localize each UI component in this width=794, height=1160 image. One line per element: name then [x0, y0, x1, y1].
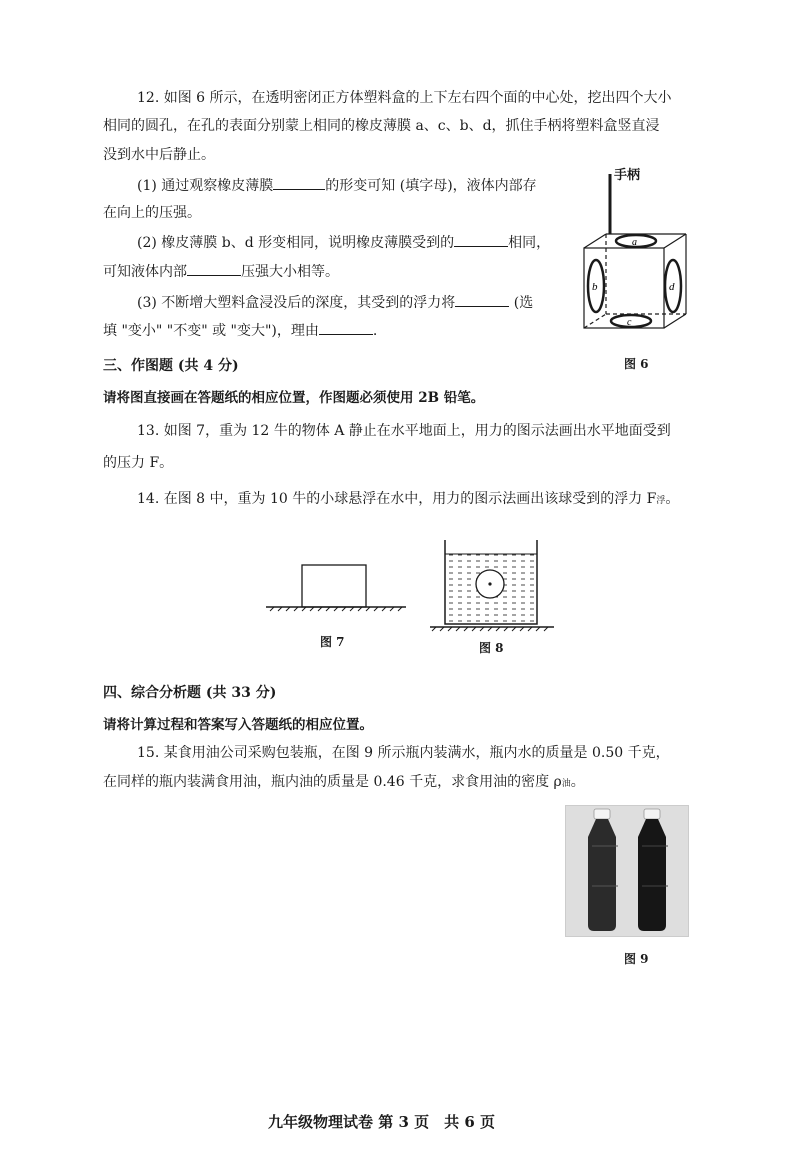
q12-part1-line2: 在向上的压强。: [103, 205, 201, 221]
figure-8-ball-in-water: [430, 540, 554, 632]
q12-part1-text-a: (1) 通过观察橡皮薄膜: [137, 178, 274, 194]
answer-blank-1[interactable]: [273, 175, 325, 190]
figure-7-caption: 图 7: [320, 635, 345, 649]
q12-line3: 没到水中后静止。: [103, 147, 215, 163]
q12-part2: [137, 232, 550, 253]
q12-part2-text-d: 压强大小相等。: [241, 264, 339, 280]
figure-9-caption: 图 9: [624, 952, 649, 966]
ball-center-dot: [488, 582, 491, 585]
q14-text: 14. 在图 8 中，重为 10 牛的小球悬浮在水中，用力的图示法画出该球受到的浮力 F: [137, 491, 657, 507]
answer-blank-4[interactable]: [455, 292, 509, 307]
q15-end: 。: [570, 774, 585, 790]
q13-line2: 的压力 F。: [103, 455, 174, 471]
bottles-illustration: [566, 806, 688, 936]
answer-blank-3[interactable]: [187, 261, 241, 276]
q12-part3-text-d: .: [372, 323, 378, 339]
q12-part2-text-a: (2) 橡皮薄膜 b、d 形变相同，说明橡皮薄膜受到的: [137, 235, 455, 251]
q15-subscript: 油: [561, 779, 571, 789]
label-d: d: [669, 281, 675, 293]
answer-blank-2[interactable]: [454, 232, 508, 247]
right-bottle-cap: [644, 809, 660, 819]
page-footer: 九年级物理试卷 第 3 页 共 6 页: [268, 1113, 495, 1131]
q12-part1-text-b: 的形变可知 (填字母)，液体内部存: [325, 178, 537, 194]
figure-6-cube: [576, 168, 696, 338]
q12-part3-text-c: 填 "变小" "不变" 或 "变大")，理由: [103, 323, 319, 339]
figure-6-caption: 图 6: [624, 357, 649, 371]
q12-part2-text-c: 可知液体内部: [103, 264, 187, 280]
q12-part2-text-b: 相同，: [508, 235, 551, 251]
q14-subscript: 浮: [656, 496, 666, 506]
q12-line1: 12. 如图 6 所示，在透明密闭正方体塑料盒的上下左右四个面的中心处，挖出四个大小: [137, 90, 672, 106]
object-a-block: [302, 565, 366, 607]
section-4-title: 四、综合分析题 (共 33 分): [103, 685, 277, 701]
q12-part2-line2: [103, 261, 339, 282]
q12-part1: [137, 175, 537, 196]
q14-line: [137, 489, 679, 511]
section-3-note: 请将图直接画在答题纸的相应位置，作图题必须使用 2B 铅笔。: [103, 390, 485, 406]
figure-9-photo: [565, 805, 689, 937]
q15-line1: 15. 某食用油公司采购包装瓶，在图 9 所示瓶内装满水，瓶内水的质量是 0.50 千克，: [137, 745, 670, 761]
q14-end: 。: [665, 491, 680, 507]
q12-part3-text-a: (3) 不断增大塑料盒浸没后的深度，其受到的浮力将: [137, 295, 456, 311]
q12-part3: [137, 292, 533, 313]
q12-part3-line2: [103, 320, 377, 341]
section-4-note: 请将计算过程和答案写入答题纸的相应位置。: [103, 717, 373, 733]
q12-part3-text-b: (选: [513, 295, 534, 311]
handle-label: 手柄: [614, 168, 641, 183]
label-a: a: [632, 237, 637, 248]
right-bottle: [638, 819, 666, 931]
answer-blank-5[interactable]: [319, 320, 373, 335]
left-bottle: [588, 819, 616, 931]
q15-text: 在同样的瓶内装满食用油，瓶内油的质量是 0.46 千克，求食用油的密度 ρ: [103, 774, 562, 790]
figure-8-caption: 图 8: [479, 641, 504, 655]
section-3-title: 三、作图题 (共 4 分): [103, 358, 239, 374]
q13-line1: 13. 如图 7，重为 12 牛的物体 A 静止在水平地面上，用力的图示法画出水平地面受到: [137, 423, 671, 439]
label-b: b: [592, 281, 598, 293]
q15-line2: [103, 772, 585, 794]
label-c: c: [627, 317, 632, 328]
left-bottle-cap: [594, 809, 610, 819]
figure-7-block-on-ground: [266, 561, 406, 611]
q12-line2: 相同的圆孔，在孔的表面分别蒙上相同的橡皮薄膜 a、c、b、d，抓住手柄将塑料盒竖直浸: [103, 118, 660, 134]
